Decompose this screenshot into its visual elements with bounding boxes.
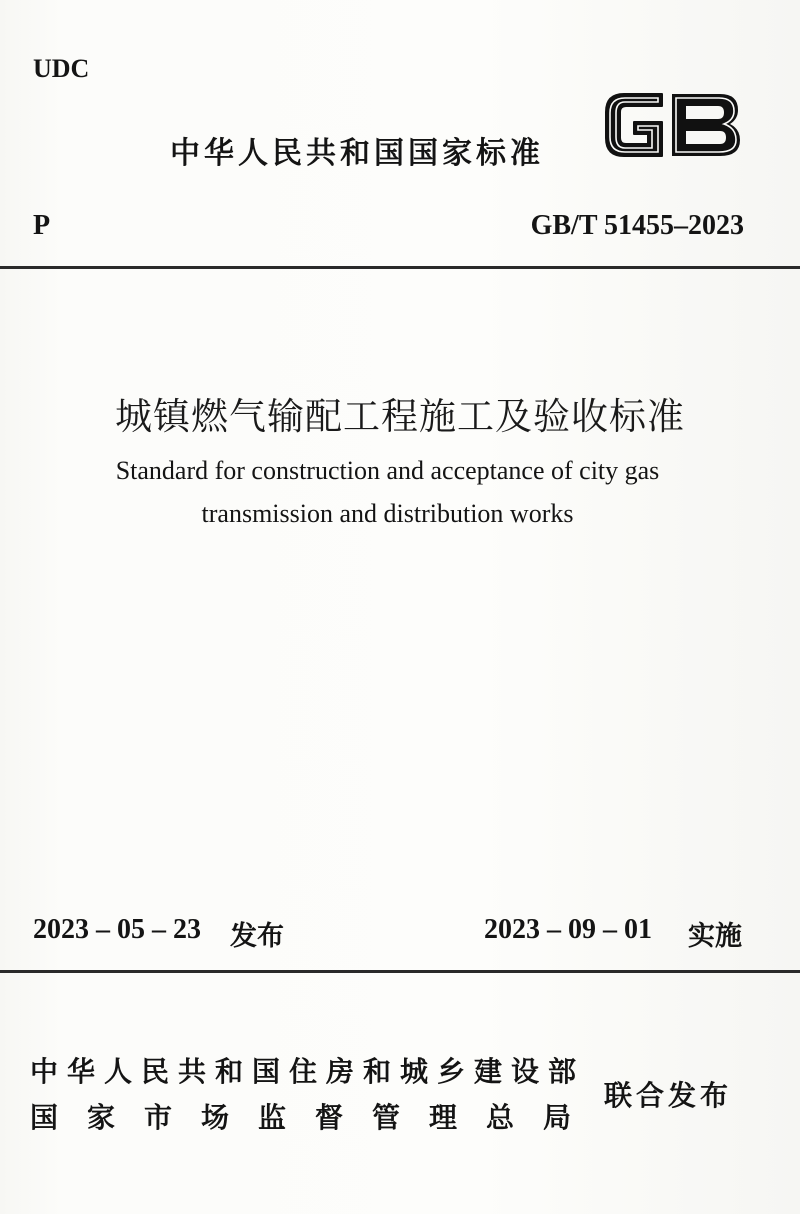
udc-label: UDC: [33, 54, 90, 83]
national-standard-heading: 中华人民共和国国家标准: [170, 136, 544, 171]
title-english-line1: Standard for construction and acceptance of city gas: [115, 456, 660, 485]
bottom-divider: [0, 970, 800, 973]
title-chinese: 城镇燃气输配工程施工及验收标准: [115, 395, 685, 438]
category-code: P: [33, 210, 51, 241]
top-divider: [0, 266, 800, 269]
issue-date: 2023 – 05 – 23: [33, 914, 201, 945]
issuer-administration: 国家市场监督管理总局: [30, 1101, 601, 1134]
implementation-label: 实施: [688, 921, 742, 952]
title-english-line2: transmission and distribution works: [201, 499, 574, 528]
gb-logo: [600, 86, 746, 164]
issue-label: 发布: [230, 921, 284, 952]
standard-number: GB/T 51455–2023: [530, 210, 744, 241]
implementation-date: 2023 – 09 – 01: [484, 914, 652, 945]
joint-issue-label: 联合发布: [604, 1079, 733, 1112]
issuer-ministry: 中华人民共和国住房和城乡建设部: [30, 1055, 586, 1088]
